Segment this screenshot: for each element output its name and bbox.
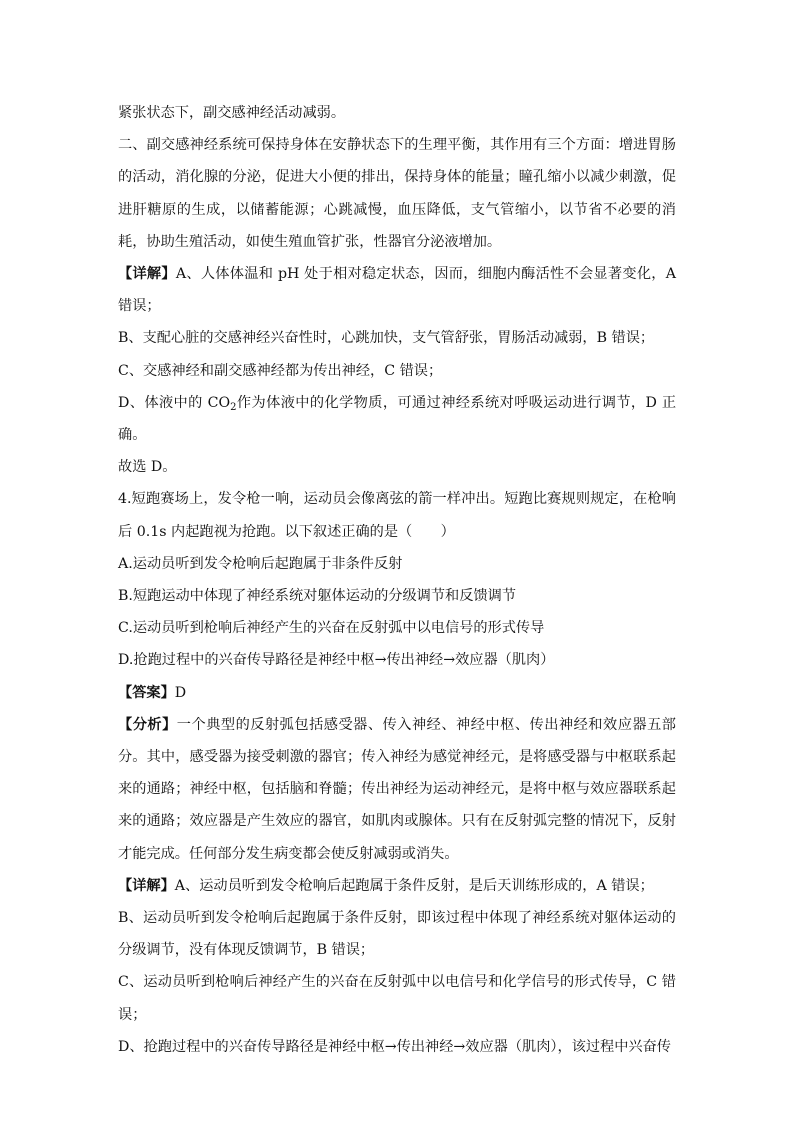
text-run: D、抢跑过程中的兴奋传导路径是神经中枢→传出神经→效应器（肌肉），该过程中兴奋传: [118, 1038, 671, 1055]
text-run: 一个典型的反射弧包括感受器、传入神经、神经中枢、传出神经和效应器五部分。其中，感受器为接受刺激的器官；传入神经为感觉神经元，是将感受器与中枢联系起来的通路；神经中枢，包括脑和脊髓；传出神经为运动神经元，是将中枢与效应器联系起来的通路；效应器是产生效应的器官，如肌肉或腺体。只有在反射弧完整的情况下，反射才能完成。任何部分发生病变都会使反射减弱或消失。: [118, 716, 676, 862]
paragraph: [118, 870, 676, 902]
text-run: 故选 D。: [118, 459, 177, 476]
section-label: 【分析】: [118, 716, 177, 733]
paragraph: [118, 322, 676, 354]
section-label: 【详解】: [118, 877, 175, 894]
section-label: 【答案】: [118, 684, 175, 701]
paragraph: [118, 548, 676, 580]
paragraph: [118, 677, 676, 709]
section-label: 【详解】: [118, 266, 176, 283]
text-run: A.运动员听到发令枪响后起跑属于非条件反射: [118, 555, 403, 572]
paragraph: [118, 1031, 676, 1063]
text-run: C、运动员听到枪响后神经产生的兴奋在反射弧中以电信号和化学信号的形式传导，C 错误；: [118, 974, 676, 1023]
paragraph: [118, 580, 676, 612]
text-run: 作为体液中的化学物质，可通过神经系统对呼吸运动进行调节，D 正确。: [118, 394, 677, 444]
text-run: A、运动员听到发令枪响后起跑属于条件反射，是后天训练形成的，A 错误；: [174, 877, 654, 894]
text-run: D: [174, 684, 187, 701]
paragraph: [118, 97, 676, 129]
paragraph: [118, 483, 676, 547]
text-run: B.短跑运动中体现了神经系统对躯体运动的分级调节和反馈调节: [118, 588, 517, 605]
text-run: B、支配心脏的交感神经兴奋性时，心跳加快，支气管舒张，胃肠活动减弱，B 错误；: [118, 330, 655, 347]
text-run: D、体液中的 CO: [118, 394, 231, 411]
paragraph: [118, 709, 676, 870]
paragraph: [118, 644, 676, 676]
paragraph: [118, 387, 676, 451]
text-run: 紧张状态下，副交感神经活动减弱。: [118, 105, 346, 121]
paragraph: [118, 966, 676, 1030]
text-run: C、交感神经和副交感神经都为传出神经，C 错误；: [118, 362, 443, 379]
text-run: A、人体体温和 pH 处于相对稳定状态，因而，细胞内酶活性不会显著变化，A 错误；: [118, 266, 676, 315]
paragraph: [118, 129, 676, 258]
document-body: [118, 97, 676, 1063]
text-run: B、运动员听到发令枪响后起跑属于条件反射，即该过程中体现了神经系统对躯体运动的分级调节，没有体现反馈调节，B 错误；: [118, 910, 676, 959]
paragraph: [118, 451, 676, 483]
paragraph: [118, 902, 676, 966]
text-run: 二、副交感神经系统可保持身体在安静状态下的生理平衡，其作用有三个方面：增进胃肠的活动，消化腺的分泌，促进大小便的排出，保持身体的能量；瞳孔缩小以减少刺激，促进肝糖原的生成，以储蓄能源；心跳减慢，血压降低，支气管缩小，以节省不必要的消耗，协助生殖活动，如使生殖血管扩张，性器官分泌液增加。: [118, 137, 676, 250]
text-run: C.运动员听到枪响后神经产生的兴奋在反射弧中以电信号的形式传导: [118, 620, 545, 637]
subscript: 2: [230, 401, 237, 413]
text-run: 4.短跑赛场上，发令枪一响，运动员会像离弦的箭一样冲出。短跑比赛规则规定，在枪响后 0.1s 内起跑视为抢跑。以下叙述正确的是（ ）: [118, 491, 676, 540]
paragraph: [118, 355, 676, 387]
paragraph: [118, 258, 676, 322]
text-run: D.抢跑过程中的兴奋传导路径是神经中枢→传出神经→效应器（肌肉）: [118, 652, 555, 669]
paragraph: [118, 612, 676, 644]
